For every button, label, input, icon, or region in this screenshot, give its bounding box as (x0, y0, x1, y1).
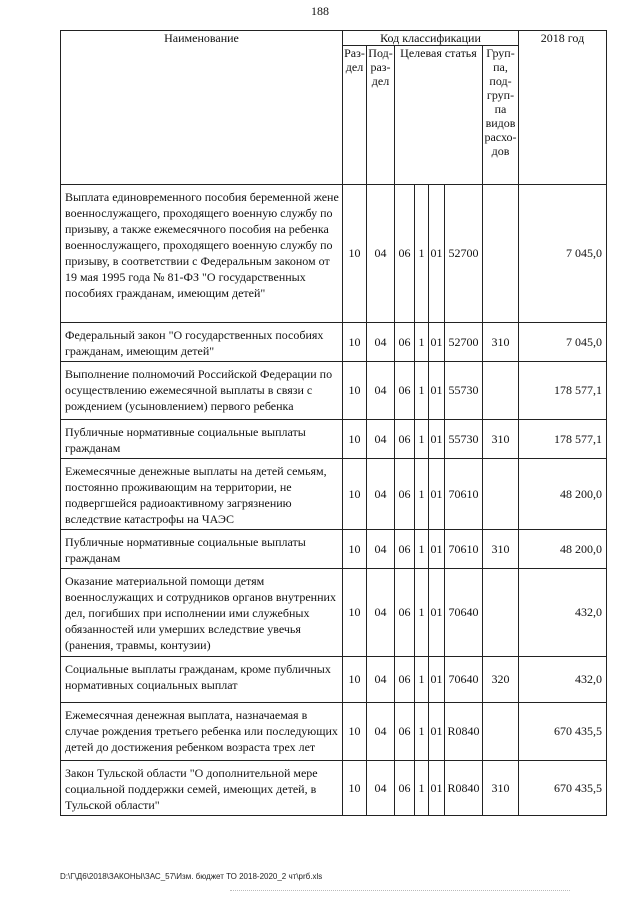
row-target-part2: 1 (415, 569, 429, 657)
row-target-part4: 52700 (445, 323, 483, 362)
row-podrazdel: 04 (367, 761, 395, 816)
row-target-part3: 01 (429, 420, 445, 459)
row-name: Выплата единовременного пособия беременной жене военнослужащего, проходящего военную службу по призыву, а также ежемесячного пособия на ребенка военнослужащего, проходящего военную службу по призыву, в соответствии с Федеральным законом от 19 мая 1995 года № 81-ФЗ "О государственных пособиях гражданам, имеющим детей" (61, 185, 343, 323)
row-target-part1: 06 (395, 703, 415, 761)
header-group: Груп-па, под-груп-па видов расхо-дов (483, 46, 519, 185)
row-target-part3: 01 (429, 761, 445, 816)
header-target-article: Целевая статья (395, 46, 483, 185)
row-target-part1: 06 (395, 323, 415, 362)
table-row (61, 420, 607, 459)
page-number: 188 (311, 4, 329, 18)
row-group (483, 703, 519, 761)
header-year: 2018 год (519, 31, 607, 185)
row-razdel: 10 (343, 703, 367, 761)
row-target-part4: R0840 (445, 761, 483, 816)
row-target-part3: 01 (429, 185, 445, 323)
row-target-part1: 06 (395, 761, 415, 816)
row-target-part1: 06 (395, 362, 415, 420)
row-podrazdel: 04 (367, 569, 395, 657)
row-target-part1: 06 (395, 657, 415, 703)
row-podrazdel: 04 (367, 530, 395, 569)
header-razdel: Раз-дел (343, 46, 367, 185)
row-amount: 48 200,0 (519, 459, 607, 530)
row-target-part4: 70610 (445, 459, 483, 530)
row-amount: 178 577,1 (519, 420, 607, 459)
header-row-main (61, 31, 607, 46)
row-podrazdel: 04 (367, 362, 395, 420)
row-name: Публичные нормативные социальные выплаты гражданам (61, 420, 343, 459)
row-group: 310 (483, 420, 519, 459)
row-name: Публичные нормативные социальные выплаты гражданам (61, 530, 343, 569)
row-name: Ежемесячные денежные выплаты на детей семьям, постоянно проживающим на территории, не подвергшейся радиоактивному загрязнению вследствие катастрофы на ЧАЭС (61, 459, 343, 530)
row-podrazdel: 04 (367, 657, 395, 703)
row-target-part3: 01 (429, 703, 445, 761)
row-razdel: 10 (343, 323, 367, 362)
row-target-part2: 1 (415, 657, 429, 703)
row-target-part3: 01 (429, 530, 445, 569)
row-amount: 432,0 (519, 657, 607, 703)
row-group (483, 569, 519, 657)
row-podrazdel: 04 (367, 703, 395, 761)
row-target-part2: 1 (415, 459, 429, 530)
row-group: 310 (483, 323, 519, 362)
row-group (483, 185, 519, 323)
table-row (61, 530, 607, 569)
row-target-part3: 01 (429, 459, 445, 530)
row-target-part4: 52700 (445, 185, 483, 323)
row-name: Социальные выплаты гражданам, кроме публичных нормативных социальных выплат (61, 657, 343, 703)
row-name: Оказание материальной помощи детям военнослужащих и сотрудников органов внутренних дел, погибших при исполнении ими служебных обязанностей или умерших вследствие увечья (ранения, травмы, контузии) (61, 569, 343, 657)
row-target-part3: 01 (429, 323, 445, 362)
row-razdel: 10 (343, 185, 367, 323)
row-razdel: 10 (343, 530, 367, 569)
row-target-part2: 1 (415, 362, 429, 420)
row-group: 310 (483, 530, 519, 569)
row-target-part3: 01 (429, 657, 445, 703)
row-target-part1: 06 (395, 185, 415, 323)
row-target-part1: 06 (395, 530, 415, 569)
row-name: Ежемесячная денежная выплата, назначаемая в случае рождения третьего ребенка или последующих детей до достижения ребенком возраста трех лет (61, 703, 343, 761)
row-name: Федеральный закон "О государственных пособиях гражданам, имеющим детей" (61, 323, 343, 362)
table-row (61, 761, 607, 816)
table-row (61, 362, 607, 420)
row-group: 320 (483, 657, 519, 703)
row-target-part2: 1 (415, 761, 429, 816)
row-target-part4: R0840 (445, 703, 483, 761)
row-razdel: 10 (343, 657, 367, 703)
row-group (483, 459, 519, 530)
row-target-part2: 1 (415, 530, 429, 569)
row-amount: 178 577,1 (519, 362, 607, 420)
row-target-part4: 70610 (445, 530, 483, 569)
row-target-part3: 01 (429, 362, 445, 420)
table-row (61, 657, 607, 703)
table-row (61, 459, 607, 530)
row-target-part2: 1 (415, 703, 429, 761)
header-podrazdel: Под-раз-дел (367, 46, 395, 185)
row-target-part4: 55730 (445, 420, 483, 459)
row-target-part1: 06 (395, 459, 415, 530)
row-name: Закон Тульской области "О дополнительной мере социальной поддержки семей, имеющих детей, в Тульской области" (61, 761, 343, 816)
row-podrazdel: 04 (367, 459, 395, 530)
row-target-part4: 70640 (445, 569, 483, 657)
row-razdel: 10 (343, 362, 367, 420)
row-group: 310 (483, 761, 519, 816)
row-razdel: 10 (343, 761, 367, 816)
row-amount: 670 435,5 (519, 761, 607, 816)
row-amount: 48 200,0 (519, 530, 607, 569)
row-target-part2: 1 (415, 420, 429, 459)
row-name: Выполнение полномочий Российской Федерации по осуществлению ежемесячной выплаты в связи с рождением (усыновлением) первого ребенка (61, 362, 343, 420)
row-amount: 7 045,0 (519, 323, 607, 362)
row-amount: 432,0 (519, 569, 607, 657)
row-podrazdel: 04 (367, 323, 395, 362)
row-target-part4: 55730 (445, 362, 483, 420)
table-row (61, 323, 607, 362)
row-podrazdel: 04 (367, 185, 395, 323)
row-target-part3: 01 (429, 569, 445, 657)
row-target-part1: 06 (395, 569, 415, 657)
scan-artifact-line (230, 890, 570, 893)
row-podrazdel: 04 (367, 420, 395, 459)
row-group (483, 362, 519, 420)
row-razdel: 10 (343, 420, 367, 459)
budget-table (60, 30, 607, 816)
row-target-part2: 1 (415, 323, 429, 362)
table-row (61, 569, 607, 657)
row-target-part2: 1 (415, 185, 429, 323)
row-razdel: 10 (343, 569, 367, 657)
row-amount: 7 045,0 (519, 185, 607, 323)
row-target-part4: 70640 (445, 657, 483, 703)
table-row (61, 185, 607, 323)
header-code-classification: Код классификации (343, 31, 519, 46)
row-target-part1: 06 (395, 420, 415, 459)
table-row (61, 703, 607, 761)
row-razdel: 10 (343, 459, 367, 530)
row-amount: 670 435,5 (519, 703, 607, 761)
header-name: Наименование (61, 31, 343, 185)
file-path-footer: D:\Г\Д6\2018\ЗАКОНЫ\ЗАС_57\Изм. бюджет ТО 2018-2020_2 чт\рrб.xls (60, 872, 323, 881)
